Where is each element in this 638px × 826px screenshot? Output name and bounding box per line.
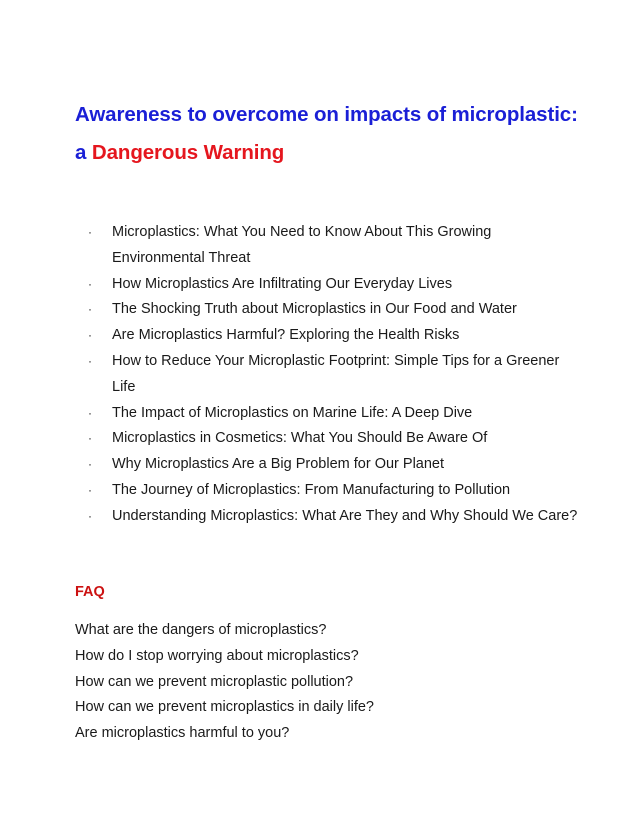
faq-question: What are the dangers of microplastics? xyxy=(75,622,327,638)
bullet-icon: · xyxy=(88,508,92,523)
list-item-text: Are Microplastics Harmful? Exploring the Health Risks xyxy=(112,327,460,344)
faq-question: How can we prevent microplastics in daily life? xyxy=(75,699,374,716)
list-item xyxy=(88,297,578,323)
bullet-icon: · xyxy=(88,431,92,446)
list-item-text: Microplastics: What You Need to Know About This Growing Environmental Threat xyxy=(112,224,492,266)
faq-heading: FAQ xyxy=(75,584,105,600)
list-item xyxy=(88,452,578,478)
bullet-icon: · xyxy=(88,328,92,343)
title-line-1: Awareness to overcome on impacts of microplastic: xyxy=(75,103,578,126)
bullet-icon: · xyxy=(88,353,92,368)
title-highlight: Dangerous Warning xyxy=(91,141,285,164)
list-item-text: How to Reduce Your Microplastic Footprint: Simple Tips for a Greener Life xyxy=(112,352,560,395)
faq-question: Are microplastics harmful to you? xyxy=(75,725,290,742)
list-item xyxy=(88,478,578,504)
title-prefix: a xyxy=(75,141,92,164)
faq-question-list xyxy=(75,618,374,747)
faq-question: How do I stop worrying about microplastics? xyxy=(75,647,359,664)
list-item xyxy=(88,504,578,530)
bullet-icon: · xyxy=(88,405,92,420)
list-item xyxy=(88,323,578,349)
list-item-text: Microplastics in Cosmetics: What You Should Be Aware Of xyxy=(112,430,488,447)
list-item xyxy=(88,401,578,427)
list-item xyxy=(88,220,578,272)
list-item xyxy=(88,426,578,452)
bullet-icon: · xyxy=(88,482,92,497)
page-title xyxy=(75,96,595,172)
list-item xyxy=(88,349,578,401)
list-item-text: Why Microplastics Are a Big Problem for Our Planet xyxy=(112,456,445,473)
bullet-icon: · xyxy=(88,302,92,317)
list-item-text: Understanding Microplastics: What Are They and Why Should We Care? xyxy=(112,507,578,524)
topic-bullet-list xyxy=(88,220,578,530)
bullet-icon: · xyxy=(88,276,92,291)
list-item-text: The Journey of Microplastics: From Manufacturing to Pollution xyxy=(112,481,511,498)
bullet-icon: · xyxy=(88,457,92,472)
faq-question: How can we prevent microplastic pollution? xyxy=(75,673,354,690)
list-item xyxy=(88,272,578,298)
bullet-icon: · xyxy=(88,225,92,239)
list-item-text: The Shocking Truth about Microplastics in Our Food and Water xyxy=(112,301,517,318)
list-item-text: The Impact of Microplastics on Marine Life: A Deep Dive xyxy=(112,404,473,421)
list-item-text: How Microplastics Are Infiltrating Our Everyday Lives xyxy=(112,275,453,292)
